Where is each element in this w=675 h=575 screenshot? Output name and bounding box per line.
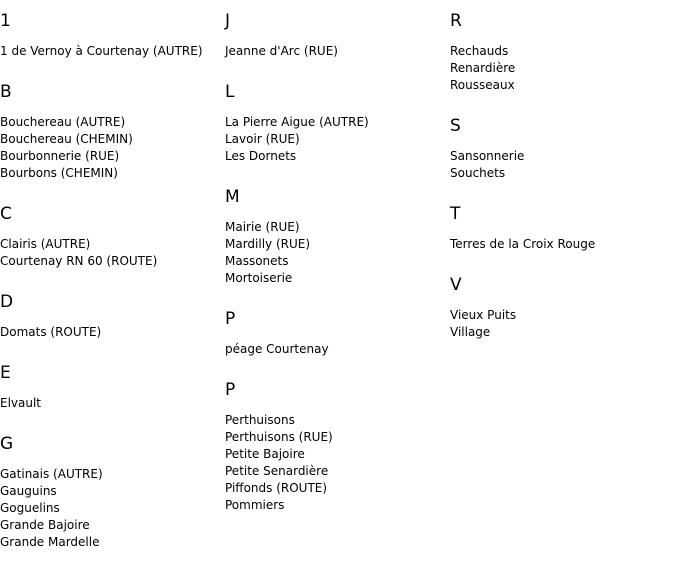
letter-group-v (450, 263, 675, 351)
street-list (450, 148, 675, 192)
street-link[interactable]: Lavoir (RUE) (225, 132, 300, 146)
street-link[interactable]: Jeanne d'Arc (RUE) (225, 44, 338, 58)
street-link[interactable]: Goguelins (0, 501, 60, 515)
street-list (0, 114, 225, 192)
letter-group-c (0, 192, 225, 280)
street-link[interactable]: Gatinais (AUTRE) (0, 467, 103, 481)
group-letter-heading: D (0, 292, 14, 312)
letter-group-l (225, 70, 450, 175)
street-link[interactable]: Rousseaux (450, 78, 515, 92)
street-list (0, 395, 225, 422)
group-letter-heading: M (225, 187, 240, 207)
street-link[interactable]: Mairie (RUE) (225, 220, 300, 234)
letter-group-j (225, 0, 450, 70)
group-letter-heading: V (450, 275, 462, 295)
street-link[interactable]: Petite Senardière (225, 464, 329, 478)
street-link[interactable]: Petite Bajoire (225, 447, 305, 461)
group-letter-heading: R (450, 11, 462, 31)
street-list (0, 466, 225, 561)
street-link[interactable]: Souchets (450, 166, 506, 180)
letter-group-p (225, 368, 450, 524)
street-link[interactable]: Terres de la Croix Rouge (450, 237, 596, 251)
street-list (0, 324, 225, 351)
street-link[interactable]: Massonets (225, 254, 289, 268)
group-letter-heading: T (450, 204, 461, 224)
street-link[interactable]: Bouchereau (CHEMIN) (0, 132, 133, 146)
street-link[interactable]: Grande Mardelle (0, 535, 100, 549)
index-column-2 (225, 0, 450, 524)
letter-group-e (0, 351, 225, 422)
group-letter-heading: B (0, 82, 12, 102)
street-link[interactable]: Village (450, 325, 491, 339)
street-link[interactable]: Mardilly (RUE) (225, 237, 311, 251)
street-list (225, 114, 450, 175)
street-link[interactable]: Piffonds (ROUTE) (225, 481, 328, 495)
group-letter-heading: C (0, 204, 12, 224)
street-link[interactable]: Mortoiserie (225, 271, 293, 285)
street-list (450, 236, 675, 263)
street-list (225, 219, 450, 297)
street-link[interactable]: Les Dornets (225, 149, 297, 163)
group-letter-heading: S (450, 116, 461, 136)
street-link[interactable]: Perthuisons (225, 413, 295, 427)
street-link[interactable]: Elvault (0, 396, 42, 410)
letter-group-b (0, 70, 225, 192)
street-link[interactable]: La Pierre Aigue (AUTRE) (225, 115, 369, 129)
letter-group-p-lower (225, 297, 450, 368)
letter-group-1 (0, 0, 225, 70)
group-letter-heading: G (0, 434, 14, 454)
street-link[interactable]: Bouchereau (AUTRE) (0, 115, 126, 129)
group-letter-heading: E (0, 363, 11, 383)
street-link[interactable]: Pommiers (225, 498, 285, 512)
index-column-3 (450, 0, 675, 351)
group-letter-heading: J (225, 11, 231, 31)
street-list (0, 236, 225, 280)
street-link[interactable]: Clairis (AUTRE) (0, 237, 91, 251)
street-list (0, 43, 225, 70)
letter-group-t (450, 192, 675, 263)
street-link[interactable]: Grande Bajoire (0, 518, 90, 532)
letter-group-g (0, 422, 225, 561)
letter-group-m (225, 175, 450, 297)
street-list (450, 43, 675, 104)
letter-group-d (0, 280, 225, 351)
street-link[interactable]: Domats (ROUTE) (0, 325, 102, 339)
street-link[interactable]: Vieux Puits (450, 308, 517, 322)
street-list (450, 307, 675, 351)
street-list (225, 43, 450, 70)
index-column-1 (0, 0, 225, 561)
street-link[interactable]: Bourbonnerie (RUE) (0, 149, 120, 163)
letter-group-s (450, 104, 675, 192)
group-letter-heading: L (225, 82, 235, 102)
street-list (225, 412, 450, 524)
group-letter-heading: P (225, 309, 236, 329)
group-letter-heading: P (225, 380, 236, 400)
street-link[interactable]: 1 de Vernoy à Courtenay (AUTRE) (0, 44, 203, 58)
street-link[interactable]: Perthuisons (RUE) (225, 430, 333, 444)
street-list (225, 341, 450, 368)
street-link[interactable]: Rechauds (450, 44, 509, 58)
street-link[interactable]: Bourbons (CHEMIN) (0, 166, 118, 180)
letter-group-r (450, 0, 675, 104)
group-letter-heading: 1 (0, 11, 11, 31)
street-link[interactable]: Renardière (450, 61, 516, 75)
street-link[interactable]: Courtenay RN 60 (ROUTE) (0, 254, 158, 268)
street-link[interactable]: Gauguins (0, 484, 57, 498)
street-link[interactable]: Sansonnerie (450, 149, 525, 163)
street-link[interactable]: péage Courtenay (225, 342, 329, 356)
